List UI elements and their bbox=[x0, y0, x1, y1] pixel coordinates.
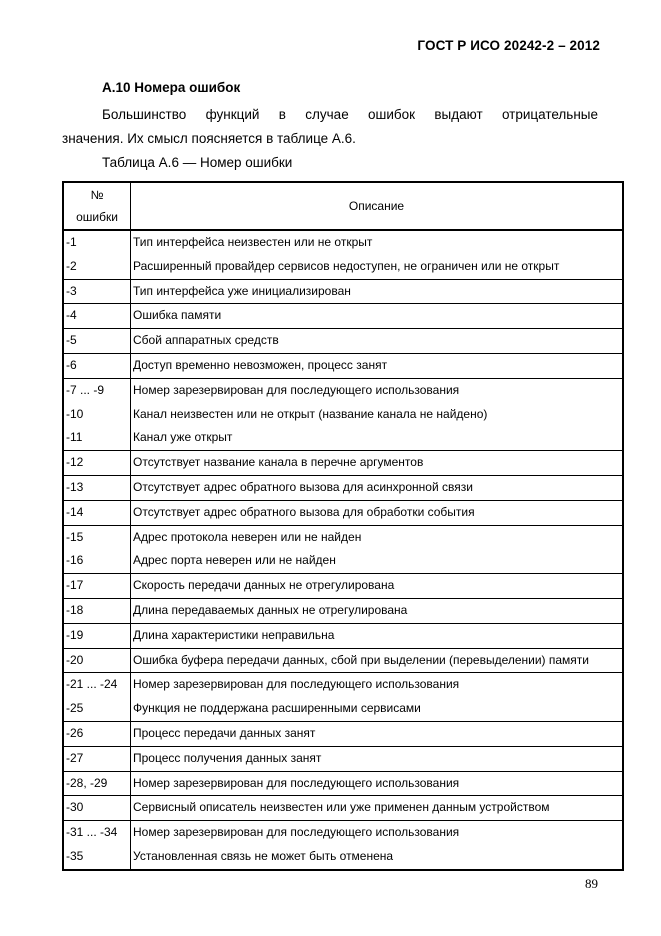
error-number-cell bbox=[63, 821, 131, 870]
error-description: Скорость передачи данных не отрегулирована bbox=[133, 578, 395, 593]
error-description-cell bbox=[131, 353, 624, 378]
error-description-cell bbox=[131, 746, 624, 771]
table-row bbox=[63, 574, 623, 599]
error-description-cell bbox=[131, 673, 624, 722]
error-number: -14 bbox=[66, 504, 84, 519]
error-number: -20 bbox=[66, 652, 84, 667]
intro-paragraph-line2: значения. Их смысл поясняется в таблице А.6. bbox=[62, 131, 356, 146]
error-number: -27 bbox=[66, 750, 84, 765]
table-row bbox=[63, 598, 623, 623]
error-number-cell bbox=[63, 648, 131, 673]
table-row bbox=[63, 721, 623, 746]
error-number: -16 bbox=[66, 553, 84, 568]
error-description-cell bbox=[131, 598, 624, 623]
table-row bbox=[63, 451, 623, 476]
error-description-cell bbox=[131, 279, 624, 304]
table-row bbox=[63, 821, 623, 870]
error-description: Ошибка памяти bbox=[133, 308, 222, 323]
standard-header: ГОСТ Р ИСО 20242-2 – 2012 bbox=[417, 38, 600, 53]
error-description-cell bbox=[131, 821, 624, 870]
error-description: Отсутствует адрес обратного вызова для обработки события bbox=[133, 504, 475, 519]
error-description-cell bbox=[131, 378, 624, 450]
error-description: Тип интерфейса уже инициализирован bbox=[133, 283, 351, 298]
page-number: 89 bbox=[585, 876, 598, 891]
error-description: Длина передаваемых данных не отрегулирована bbox=[133, 602, 408, 617]
error-description: Отсутствует адрес обратного вызова для асинхронной связи bbox=[133, 479, 473, 494]
error-number: -21 ... -24 bbox=[66, 677, 118, 692]
error-description-cell bbox=[131, 796, 624, 821]
table-row bbox=[63, 475, 623, 500]
header-num-symbol: № bbox=[90, 188, 104, 202]
error-description-cell bbox=[131, 648, 624, 673]
error-description: Номер зарезервирован для последующего использования bbox=[133, 382, 460, 397]
error-number: -25 bbox=[66, 701, 84, 716]
error-number: -4 bbox=[66, 308, 77, 323]
error-number: -2 bbox=[66, 258, 77, 273]
error-number-cell bbox=[63, 771, 131, 796]
error-description-cell bbox=[131, 304, 624, 329]
error-number: -26 bbox=[66, 725, 84, 740]
error-description: Адрес порта неверен или не найден bbox=[133, 553, 336, 568]
error-description: Адрес протокола неверен или не найден bbox=[133, 529, 362, 544]
table-row bbox=[63, 279, 623, 304]
table-row bbox=[63, 500, 623, 525]
table-row bbox=[63, 796, 623, 821]
error-number: -35 bbox=[66, 848, 84, 863]
table-row bbox=[63, 623, 623, 648]
table-row bbox=[63, 648, 623, 673]
error-number-cell bbox=[63, 378, 131, 450]
error-number-cell bbox=[63, 279, 131, 304]
table-row bbox=[63, 771, 623, 796]
table-row bbox=[63, 378, 623, 450]
error-description: Процесс получения данных занят bbox=[133, 750, 322, 765]
table-caption: Таблица А.6 — Номер ошибки bbox=[102, 155, 293, 170]
error-description: Канал неизвестен или не открыт (название канала не найдено) bbox=[133, 406, 488, 421]
error-number-cell bbox=[63, 329, 131, 354]
column-header-description: Описание bbox=[131, 182, 624, 230]
error-description: Ошибка буфера передачи данных, сбой при выделении (перевыделении) памяти bbox=[133, 652, 590, 667]
error-number-cell bbox=[63, 673, 131, 722]
column-header-error-number bbox=[63, 182, 131, 230]
error-description-cell bbox=[131, 230, 624, 279]
error-number: -19 bbox=[66, 627, 84, 642]
error-number-cell bbox=[63, 721, 131, 746]
table-body bbox=[63, 230, 623, 870]
error-description: Функция не поддержана расширенными сервисами bbox=[133, 701, 421, 716]
error-description-cell bbox=[131, 451, 624, 476]
error-description-cell bbox=[131, 623, 624, 648]
error-description-cell bbox=[131, 329, 624, 354]
error-number-cell bbox=[63, 304, 131, 329]
error-description: Канал уже открыт bbox=[133, 430, 233, 445]
error-number-cell bbox=[63, 746, 131, 771]
error-description-cell bbox=[131, 475, 624, 500]
section-title: А.10 Номера ошибок bbox=[102, 80, 241, 95]
error-description: Номер зарезервирован для последующего использования bbox=[133, 775, 460, 790]
error-description: Номер зарезервирован для последующего использования bbox=[133, 825, 460, 840]
error-number: -1 bbox=[66, 235, 77, 249]
table-row bbox=[63, 746, 623, 771]
error-number-cell bbox=[63, 796, 131, 821]
error-number: -11 bbox=[66, 430, 83, 445]
error-number-cell bbox=[63, 230, 131, 279]
error-description: Тип интерфейса неизвестен или не открыт bbox=[133, 235, 373, 249]
error-number: -30 bbox=[66, 800, 84, 815]
error-number: -6 bbox=[66, 357, 77, 372]
error-number-cell bbox=[63, 598, 131, 623]
error-number: -3 bbox=[66, 283, 77, 298]
error-number: -17 bbox=[66, 578, 84, 593]
error-number: -13 bbox=[66, 479, 84, 494]
error-number: -7 ... -9 bbox=[66, 382, 105, 397]
table-row bbox=[63, 525, 623, 574]
error-number-cell bbox=[63, 451, 131, 476]
error-number: -28, -29 bbox=[66, 775, 108, 790]
table-header-row bbox=[63, 182, 623, 230]
error-number-cell bbox=[63, 353, 131, 378]
error-number-cell bbox=[63, 623, 131, 648]
error-description: Установленная связь не может быть отменена bbox=[133, 848, 394, 863]
error-description-cell bbox=[131, 771, 624, 796]
error-number: -18 bbox=[66, 602, 84, 617]
header-num-label: ошибки bbox=[76, 210, 118, 224]
error-number: -31 ... -34 bbox=[66, 825, 118, 840]
error-codes-table bbox=[62, 181, 624, 871]
error-description-cell bbox=[131, 500, 624, 525]
error-number: -12 bbox=[66, 455, 84, 470]
error-number: -5 bbox=[66, 333, 77, 348]
error-description: Процесс передачи данных занят bbox=[133, 725, 316, 740]
intro-paragraph-line1: Большинство функций в случае ошибок выдают отрицательные bbox=[102, 107, 598, 122]
table-row bbox=[63, 304, 623, 329]
error-description-cell bbox=[131, 574, 624, 599]
error-description: Расширенный провайдер сервисов недоступен, не ограничен или не открыт bbox=[133, 258, 560, 273]
table-row bbox=[63, 329, 623, 354]
table-row bbox=[63, 353, 623, 378]
error-number-cell bbox=[63, 475, 131, 500]
error-description: Доступ временно невозможен, процесс занят bbox=[133, 357, 388, 372]
error-description-cell bbox=[131, 721, 624, 746]
error-number: -10 bbox=[66, 406, 84, 421]
error-number-cell bbox=[63, 525, 131, 574]
error-description: Длина характеристики неправильна bbox=[133, 627, 335, 642]
error-description-cell bbox=[131, 525, 624, 574]
table-row bbox=[63, 230, 623, 279]
error-description: Номер зарезервирован для последующего использования bbox=[133, 677, 460, 692]
error-description: Сервисный описатель неизвестен или уже применен данным устройством bbox=[133, 800, 550, 815]
error-number-cell bbox=[63, 574, 131, 599]
error-description: Сбой аппаратных средств bbox=[133, 333, 279, 348]
error-number: -15 bbox=[66, 529, 84, 544]
error-number-cell bbox=[63, 500, 131, 525]
error-description: Отсутствует название канала в перечне аргументов bbox=[133, 455, 424, 470]
table-row bbox=[63, 673, 623, 722]
